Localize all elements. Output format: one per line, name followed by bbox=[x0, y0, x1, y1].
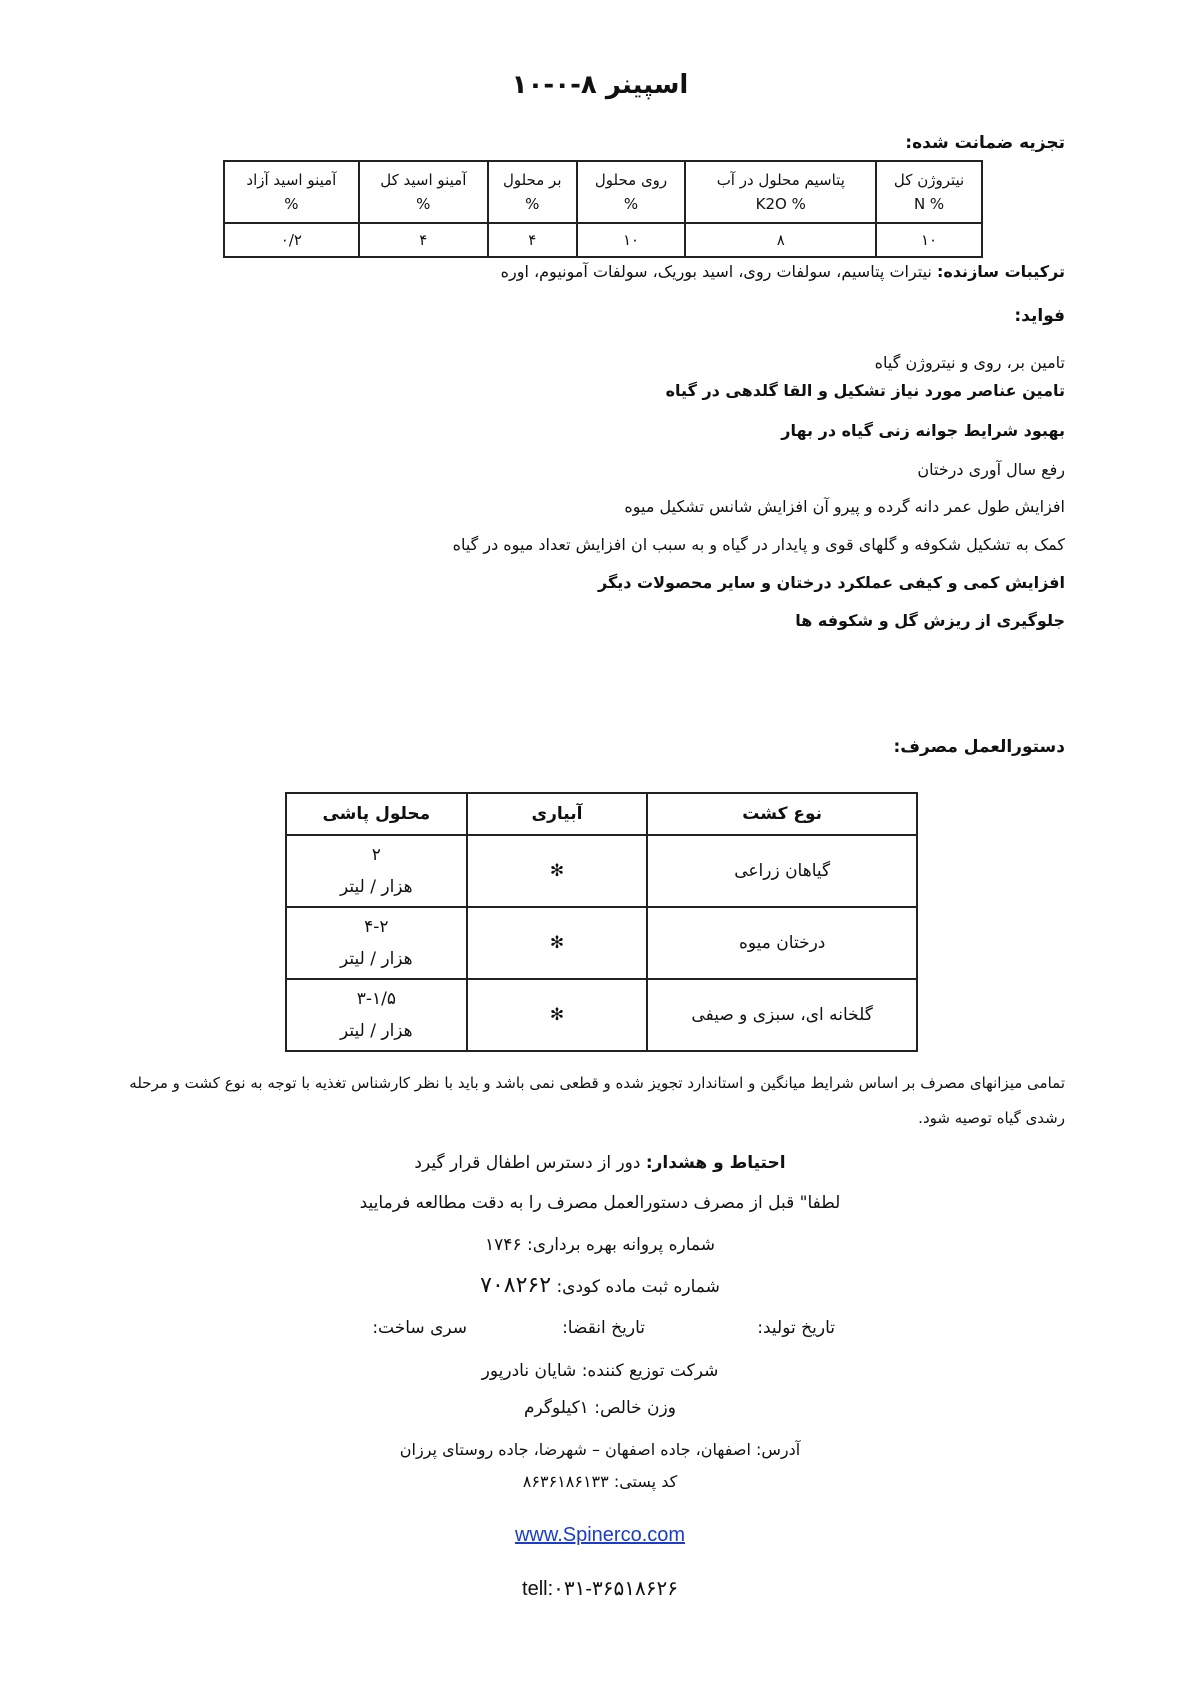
registration-value: ۷۰۸۲۶۲ bbox=[480, 1273, 552, 1298]
ingredients-label: ترکیبات سازنده: bbox=[936, 262, 1065, 281]
analysis-column-name: بر محلول bbox=[502, 171, 562, 189]
usage-rate: ۳-۱/۵ bbox=[356, 988, 396, 1009]
warning-text: دور از دسترس اطفال قرار گیرد bbox=[414, 1153, 646, 1173]
analysis-value: ۸ bbox=[685, 223, 876, 257]
benefit-item: تامین عناصر مورد نیاز تشکیل و القا گلدهی در گیاه bbox=[665, 381, 1065, 400]
analysis-header-cell bbox=[577, 161, 686, 223]
production-date-label: تاریخ تولید: bbox=[757, 1318, 835, 1338]
analysis-column-unit: % bbox=[623, 195, 639, 213]
analysis-value: ۴ bbox=[488, 223, 577, 257]
product-title: اسپینر ۸-۰-۱۰ bbox=[511, 70, 689, 100]
benefit-item: تامین بر، روی و نیتروژن گیاه bbox=[874, 353, 1065, 372]
analysis-column-name: آمینو اسید آزاد bbox=[246, 171, 337, 189]
ingredients-text: نیترات پتاسیم، سولفات روی، اسید بوریک، سولفات آمونیوم، اوره bbox=[500, 262, 937, 281]
usage-header-foliar: محلول پاشی bbox=[286, 793, 467, 835]
usage-rate: ۲ bbox=[371, 844, 381, 865]
postal-code: کد پستی: ۸۶۳۶۱۸۶۱۳۳ bbox=[522, 1472, 678, 1491]
ingredients-line bbox=[501, 262, 1065, 281]
analysis-column-unit: N % bbox=[913, 195, 945, 213]
analysis-header-cell bbox=[685, 161, 876, 223]
benefit-item: افزایش طول عمر دانه گرده و پیرو آن افزایش شانس تشکیل میوه bbox=[624, 497, 1065, 516]
analysis-value: ۴ bbox=[359, 223, 488, 257]
usage-crop: گلخانه ای، سبزی و صیفی bbox=[647, 979, 917, 1051]
read-instructions: لطفا" قبل از مصرف دستورالعمل مصرف را به دقت مطالعه فرمایید bbox=[359, 1193, 841, 1213]
irrigation-mark-icon: ✻ bbox=[467, 979, 648, 1051]
usage-crop: گیاهان زراعی bbox=[647, 835, 917, 907]
registration-label: شماره ثبت ماده کودی: bbox=[556, 1277, 720, 1297]
analysis-value: ۰/۲ bbox=[224, 223, 359, 257]
irrigation-mark-icon: ✻ bbox=[467, 835, 648, 907]
website-link[interactable]: www.Spinerco.com bbox=[514, 1524, 686, 1546]
net-weight: وزن خالص: ۱کیلوگرم bbox=[524, 1398, 676, 1418]
analysis-value: ۱۰ bbox=[876, 223, 982, 257]
benefit-item: جلوگیری از ریزش گل و شکوفه ها bbox=[795, 611, 1065, 630]
benefit-item: افزایش کمی و کیفی عملکرد درختان و سایر محصولات دیگر bbox=[597, 573, 1065, 592]
usage-rate: ۴-۲ bbox=[364, 916, 389, 937]
usage-rate-unit: هزار / لیتر bbox=[340, 949, 413, 969]
address: آدرس: اصفهان، جاده اصفهان – شهرضا، جاده روستای پرزان bbox=[399, 1440, 801, 1459]
benefits-heading: فواید: bbox=[1014, 306, 1065, 326]
analysis-header-cell bbox=[224, 161, 359, 223]
analysis-column-name: نیتروژن کل bbox=[893, 171, 965, 189]
usage-table bbox=[285, 792, 918, 1052]
website-row bbox=[0, 1524, 1200, 1547]
analysis-column-unit: K2O % bbox=[755, 195, 806, 213]
benefit-item: رفع سال آوری درختان bbox=[917, 460, 1065, 479]
guaranteed-analysis-heading: تجزیه ضمانت شده: bbox=[905, 133, 1065, 153]
usage-crop: درختان میوه bbox=[647, 907, 917, 979]
analysis-header-cell bbox=[359, 161, 488, 223]
analysis-column-name: روی محلول bbox=[594, 171, 668, 189]
benefit-item: کمک به تشکیل شکوفه و گلهای قوی و پایدار در گیاه و به سبب ان افزایش تعداد میوه در گیاه bbox=[452, 535, 1065, 554]
analysis-column-unit: % bbox=[525, 195, 540, 213]
expiry-date-label: تاریخ انقضا: bbox=[562, 1318, 645, 1338]
analysis-column-name: پتاسیم محلول در آب bbox=[716, 171, 845, 189]
analysis-value: ۱۰ bbox=[577, 223, 686, 257]
usage-rate-cell bbox=[286, 979, 467, 1051]
usage-heading: دستورالعمل مصرف: bbox=[893, 737, 1065, 757]
registration-line bbox=[0, 1273, 1200, 1298]
analysis-header-cell bbox=[488, 161, 577, 223]
warning-label: احتیاط و هشدار: bbox=[645, 1153, 786, 1173]
usage-header-crop: نوع کشت bbox=[647, 793, 917, 835]
analysis-column-name: آمینو اسید کل bbox=[380, 171, 467, 189]
batch-label: سری ساخت: bbox=[372, 1318, 467, 1338]
distributor: شرکت توزیع کننده: شایان نادرپور bbox=[481, 1361, 719, 1381]
license-number: شماره پروانه بهره برداری: ۱۷۴۶ bbox=[485, 1235, 715, 1255]
usage-note: تمامی میزانهای مصرف بر اساس شرایط میانگین و استاندارد تجویز شده و قطعی نمی باشد و باید با نظر کارشناس تغذیه با توجه به نوع کشت و مرحله رشدی گیاه توصیه شود. bbox=[129, 1074, 1065, 1127]
analysis-column-unit: % bbox=[284, 195, 299, 213]
analysis-header-cell bbox=[876, 161, 982, 223]
usage-rate-cell bbox=[286, 835, 467, 907]
usage-rate-cell bbox=[286, 907, 467, 979]
usage-header-irrigation: آبیاری bbox=[467, 793, 648, 835]
warning-line bbox=[0, 1153, 1200, 1173]
benefit-item: بهبود شرایط جوانه زنی گیاه در بهار bbox=[781, 421, 1065, 440]
telephone: tell:۰۳۱-۳۶۵۱۸۶۲۶ bbox=[522, 1578, 678, 1600]
analysis-column-unit: % bbox=[416, 195, 431, 213]
guaranteed-analysis-table bbox=[223, 160, 983, 258]
irrigation-mark-icon: ✻ bbox=[467, 907, 648, 979]
usage-rate-unit: هزار / لیتر bbox=[340, 1021, 413, 1041]
usage-rate-unit: هزار / لیتر bbox=[340, 877, 413, 897]
